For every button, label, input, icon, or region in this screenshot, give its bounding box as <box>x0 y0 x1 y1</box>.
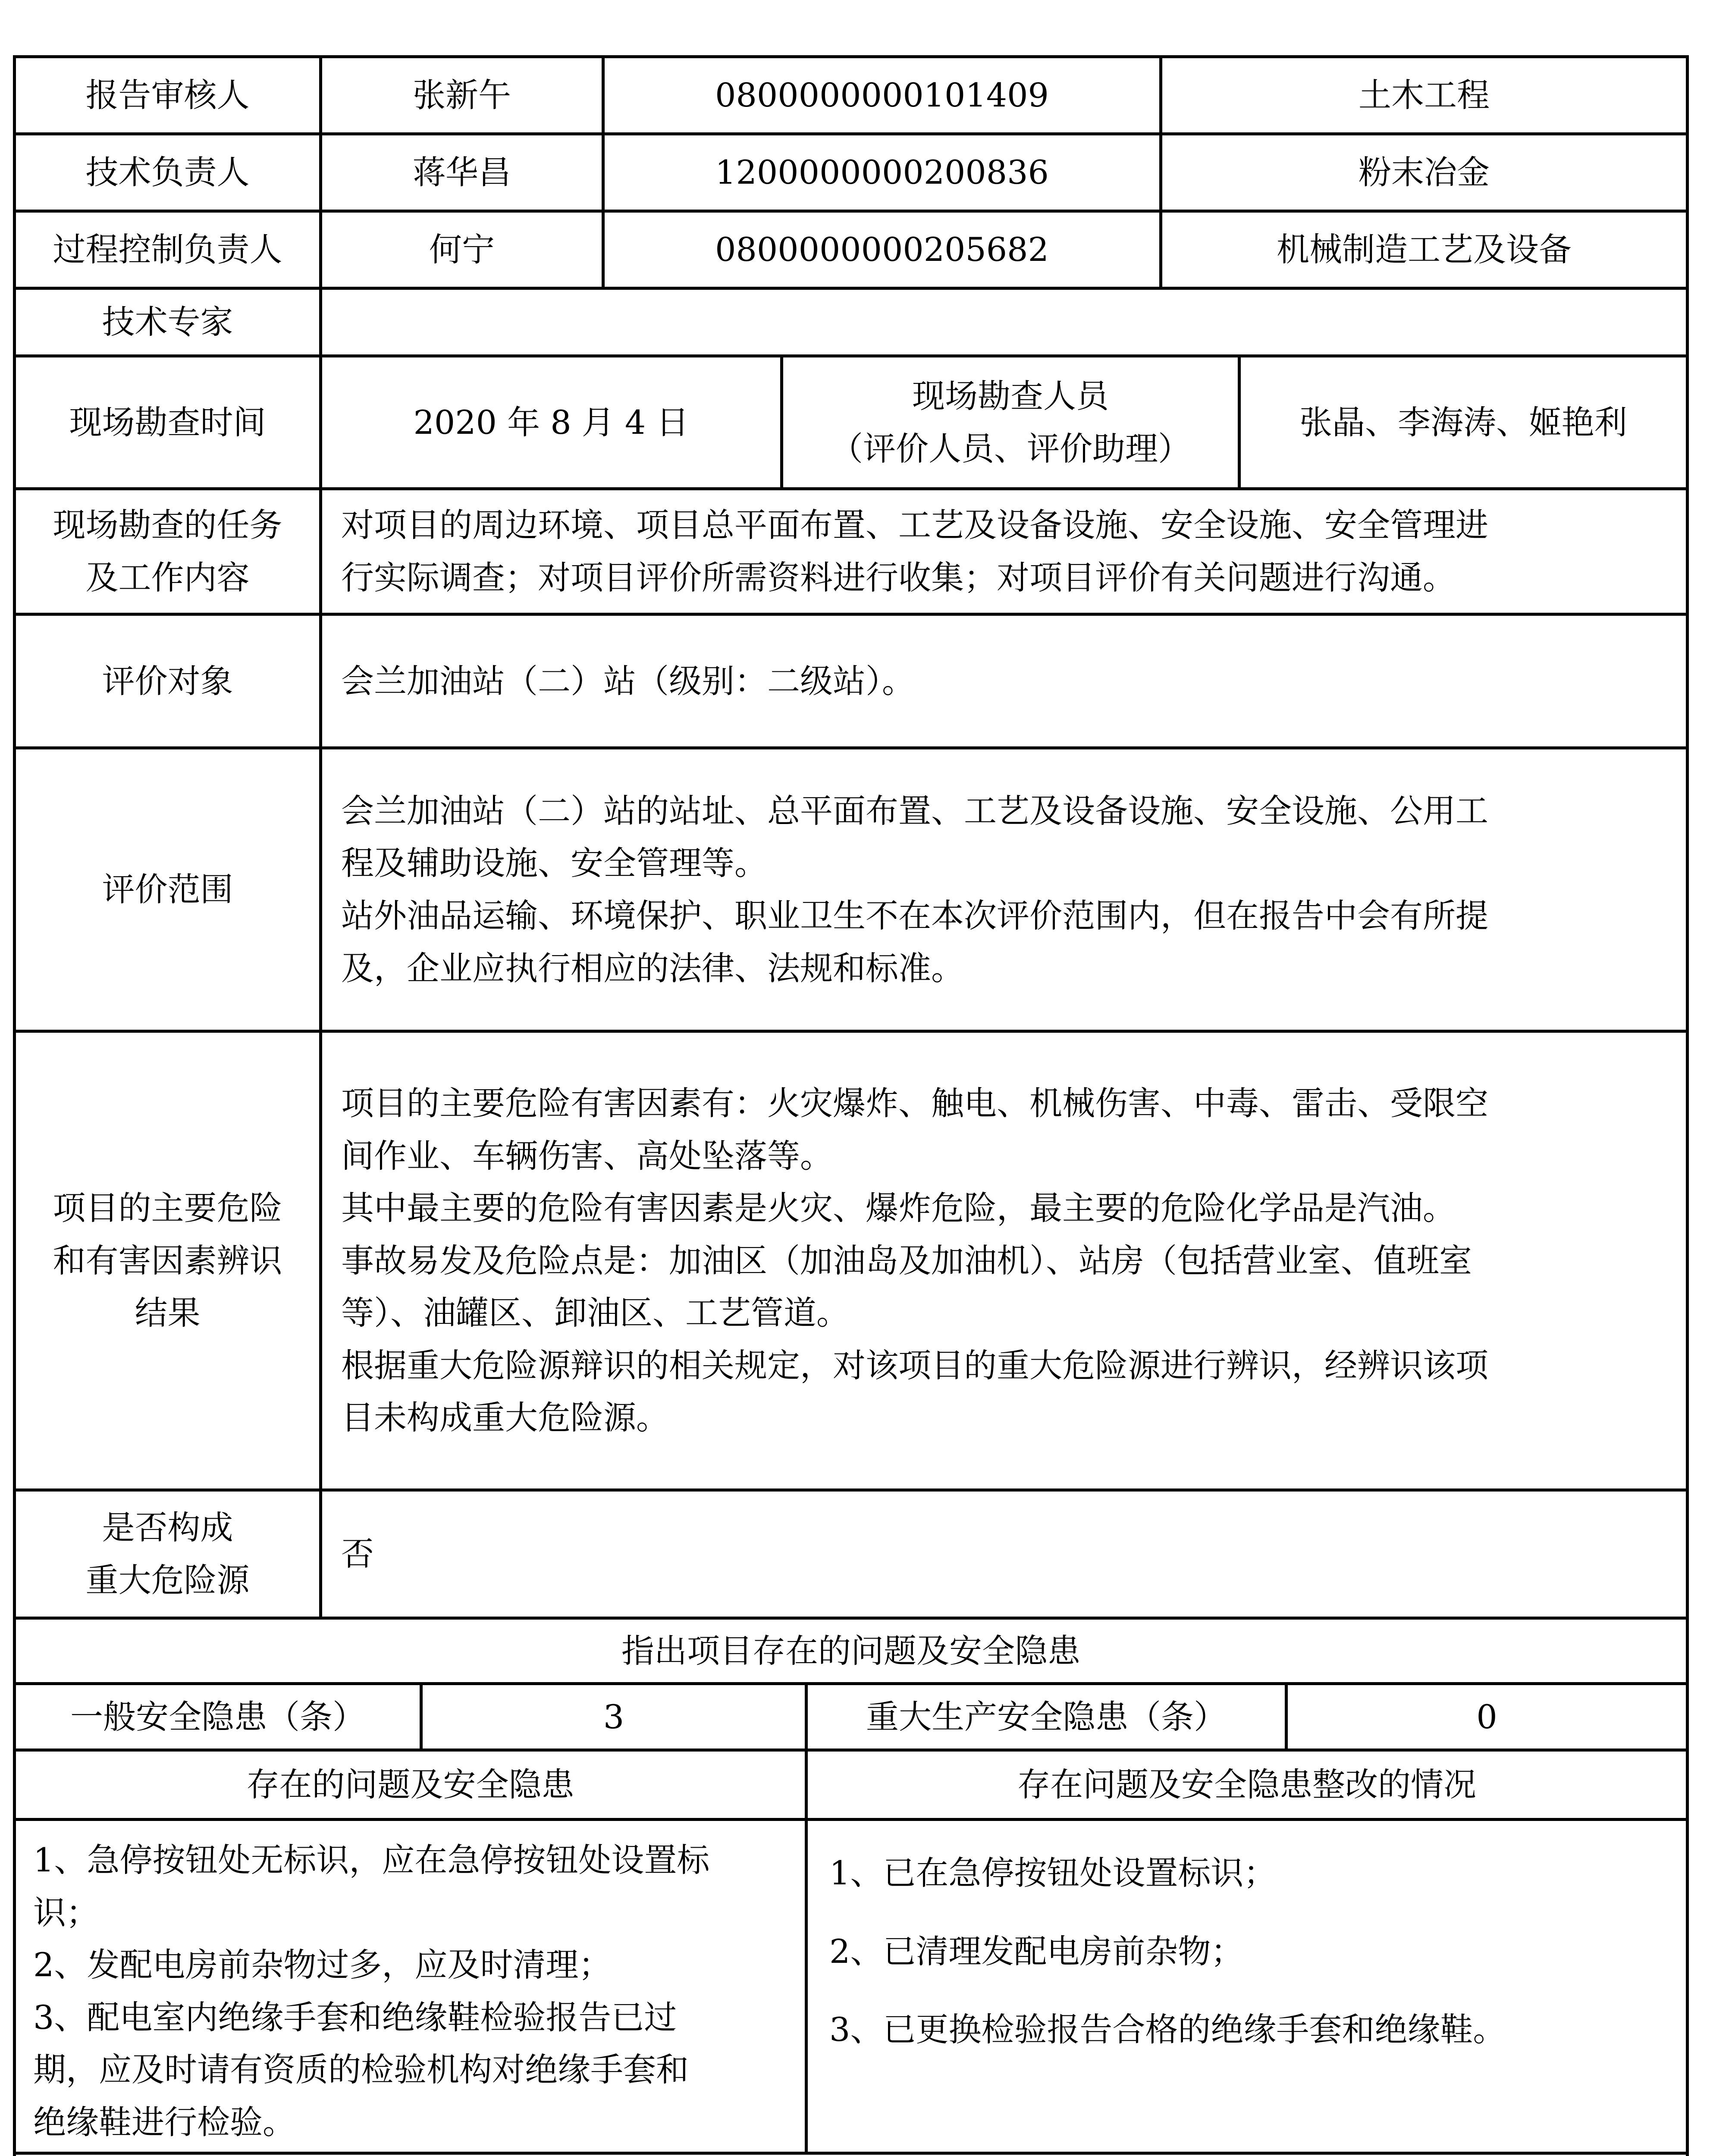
person-name: 张新午 <box>413 76 511 115</box>
issue-line: 期，应及时请有资质的检验机构对绝缘手套和 <box>33 2050 689 2089</box>
scope-line: 会兰加油站（二）站的站址、总平面布置、工艺及设备设施、安全设施、公用工 <box>341 791 1488 830</box>
scope-line: 及，企业应执行相应的法律、法规和标准。 <box>341 949 964 987</box>
rectification-line: 3、已更换检验报告合格的绝缘手套和绝缘鞋。 <box>829 2010 1506 2049</box>
tech-expert-value-cell <box>319 287 1689 357</box>
specialty-cell <box>1159 55 1689 135</box>
general-count-value: 3 <box>603 1697 624 1736</box>
object-value: 会兰加油站（二）站（级别：二级站）。 <box>341 661 915 700</box>
issue-line: 识； <box>33 1893 99 1932</box>
role-label: 过程控制负责人 <box>53 230 282 269</box>
cert-number: 1200000000200836 <box>715 153 1049 192</box>
cert-number: 0800000000205682 <box>715 230 1049 269</box>
object-value-cell <box>319 613 1689 749</box>
specialty-cell <box>1159 132 1689 213</box>
cert-number: 0800000000101409 <box>715 76 1049 115</box>
hazard-line: 事故易发及危险点是：加油区（加油岛及加油机）、站房（包括营业室、值班室 <box>341 1241 1472 1280</box>
scope-content-cell <box>319 746 1689 1033</box>
hazard-label-3: 结果 <box>135 1294 201 1332</box>
task-content-cell <box>319 487 1689 616</box>
task-line: 对项目的周边环境、项目总平面布置、工艺及设备设施、安全设施、安全管理进 <box>341 506 1488 545</box>
person-name: 何宁 <box>429 230 495 269</box>
specialty: 机械制造工艺及设备 <box>1277 230 1572 269</box>
role-label: 报告审核人 <box>85 76 250 115</box>
issue-line: 1、急停按钮处无标识，应在急停按钮处设置标 <box>33 1841 710 1879</box>
survey-staff-value: 张晶、李海涛、姬艳利 <box>1299 403 1627 442</box>
role-label: 技术负责人 <box>85 153 250 192</box>
name-cell <box>319 210 605 290</box>
major-source-label: 是否构成 <box>102 1508 233 1547</box>
issues-left-content-cell <box>13 1818 808 2155</box>
scope-label-cell <box>13 746 322 1033</box>
hazard-line: 间作业、车辆伤害、高处坠落等。 <box>341 1136 833 1175</box>
scope-line: 站外油品运输、环境保护、职业卫生不在本次评价范围内，但在报告中会有所提 <box>341 896 1488 935</box>
survey-time-value: 2020 年 8 月 4 日 <box>413 403 689 442</box>
survey-time-value-cell <box>319 354 783 490</box>
cert-cell <box>602 210 1162 290</box>
survey-staff-label: 现场勘查人员 <box>912 376 1109 415</box>
hazard-line: 等）、油罐区、卸油区、工艺管道。 <box>341 1294 849 1332</box>
survey-time-label: 现场勘查时间 <box>69 403 266 442</box>
major-source-value: 否 <box>341 1535 374 1573</box>
role-cell <box>13 55 322 135</box>
name-cell <box>319 132 605 213</box>
major-count-value-cell <box>1285 1682 1689 1752</box>
issues-left-header-cell <box>13 1749 808 1821</box>
role-cell <box>13 132 322 213</box>
hazard-label-2: 和有害因素辨识 <box>53 1241 282 1280</box>
cert-cell <box>602 132 1162 213</box>
hazard-label: 项目的主要危险 <box>53 1189 282 1228</box>
major-count-value: 0 <box>1476 1697 1497 1736</box>
hazard-label-cell <box>13 1030 322 1492</box>
task-label: 现场勘查的任务 <box>53 506 282 545</box>
tech-expert-label: 技术专家 <box>102 303 233 342</box>
issue-line: 2、发配电房前杂物过多，应及时清理； <box>33 1946 612 1984</box>
survey-staff-value-cell <box>1238 354 1689 490</box>
task-line: 行实际调查；对项目评价所需资料进行收集；对项目评价有关问题进行沟通。 <box>341 558 1456 597</box>
general-count-value-cell <box>420 1682 808 1752</box>
object-label-cell <box>13 613 322 749</box>
issues-right-header: 存在问题及安全隐患整改的情况 <box>1017 1765 1476 1804</box>
issues-right-content-cell <box>805 1818 1689 2155</box>
task-label-2: 及工作内容 <box>85 558 250 597</box>
major-source-label-2: 重大危险源 <box>85 1561 250 1599</box>
task-label-cell <box>13 487 322 616</box>
major-count-label-cell <box>805 1682 1288 1752</box>
conclusion-header-cell <box>13 2152 1689 2156</box>
survey-staff-sublabel: （评价人员、评价助理） <box>830 429 1191 468</box>
rectification-line: 1、已在急停按钮处设置标识； <box>829 1854 1277 1892</box>
specialty: 土木工程 <box>1359 76 1490 115</box>
cert-cell <box>602 55 1162 135</box>
major-source-value-cell <box>319 1489 1689 1620</box>
name-cell <box>319 55 605 135</box>
hazard-line: 目未构成重大危险源。 <box>341 1398 669 1437</box>
tech-expert-label-cell <box>13 287 322 357</box>
role-cell <box>13 210 322 290</box>
hazard-line: 其中最主要的危险有害因素是火灾、爆炸危险，最主要的危险化学品是汽油。 <box>341 1189 1456 1228</box>
specialty: 粉末冶金 <box>1359 153 1490 192</box>
general-count-label: 一般安全隐患（条） <box>70 1697 365 1736</box>
general-count-label-cell <box>13 1682 423 1752</box>
hazard-content-cell <box>319 1030 1689 1492</box>
issues-left-header: 存在的问题及安全隐患 <box>246 1765 574 1804</box>
major-source-label-cell <box>13 1489 322 1620</box>
scope-line: 程及辅助设施、安全管理等。 <box>341 844 767 883</box>
issue-line: 3、配电室内绝缘手套和绝缘鞋检验报告已过 <box>33 1998 677 2037</box>
survey-time-label-cell <box>13 354 322 490</box>
issue-line: 绝缘鞋进行检验。 <box>33 2103 295 2141</box>
person-name: 蒋华昌 <box>413 153 511 192</box>
issues-header: 指出项目存在的问题及安全隐患 <box>621 1631 1080 1670</box>
specialty-cell <box>1159 210 1689 290</box>
issues-right-header-cell <box>805 1749 1689 1821</box>
major-count-label: 重大生产安全隐患（条） <box>866 1697 1227 1736</box>
scope-label: 评价范围 <box>102 870 233 909</box>
hazard-line: 根据重大危险源辩识的相关规定，对该项目的重大危险源进行辨识，经辨识该项 <box>341 1346 1488 1385</box>
issues-header-cell <box>13 1617 1689 1685</box>
survey-staff-label-cell <box>780 354 1241 490</box>
object-label: 评价对象 <box>102 661 233 700</box>
hazard-line: 项目的主要危险有害因素有：火灾爆炸、触电、机械伤害、中毒、雷击、受限空 <box>341 1084 1488 1122</box>
rectification-line: 2、已清理发配电房前杂物； <box>829 1932 1244 1971</box>
